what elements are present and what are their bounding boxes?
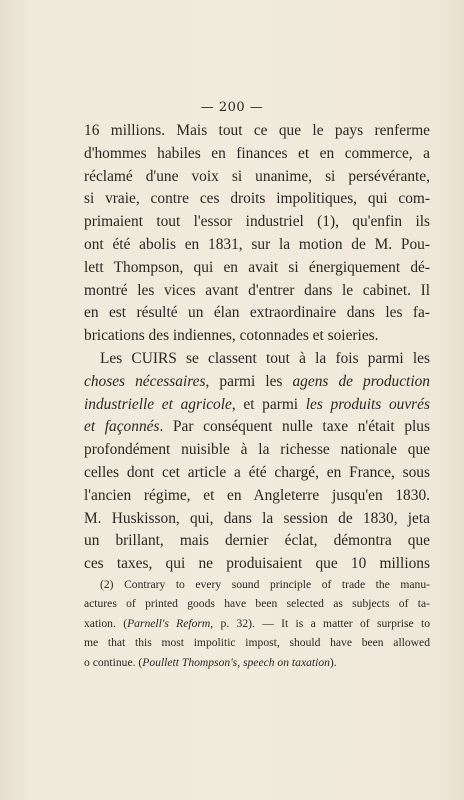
paragraph-start-line: Les CUIRS se classent tout à la fois parmi les: [100, 349, 430, 367]
text-line: ces taxes, qui ne produisaient que 10 millions: [84, 555, 430, 573]
footnote-line: xation. (Parnell's Reform, p. 32). — It is a matter of surprise to: [84, 616, 431, 630]
footnote-line: o continue. (Poullett Thompson's, speech on taxation).: [84, 655, 337, 669]
text-line: 16 millions. Mais tout ce que le pays renferme: [84, 122, 430, 139]
text-line: profondément nuisible à la richesse nationale que: [84, 441, 430, 459]
text-line: un brillant, mais dernier éclat, démontra que: [84, 532, 430, 550]
footnote-line: me that this most impolitic impost, should have been allowed: [84, 636, 430, 650]
text-line: en est résulté un élan extraordinaire dans les fa-: [84, 304, 430, 322]
body-text: [84, 120, 430, 576]
page-number: — 200 —: [200, 100, 264, 115]
text-line: si vraie, contre ces droits impolitiques, qui com-: [84, 190, 430, 208]
footnote-line: (2) Contrary to every sound principle of trade the manu-: [100, 578, 430, 591]
text-line: industrielle et agricole, et parmi les produits ouvrés: [84, 395, 430, 413]
footnote-line: actures of printed goods have been selected as subjects of ta-: [84, 597, 430, 611]
text-line: et façonnés. Par conséquent nulle taxe n'était plus: [84, 418, 430, 436]
text-line: d'hommes habiles en finances et en commerce, a: [84, 144, 430, 162]
text-line: ont été abolis en 1831, sur la motion de M. Pou-: [84, 235, 430, 253]
text-line: réclamé d'une voix si unanime, si persévérante,: [84, 167, 430, 185]
text-line: choses nécessaires, parmi les agens de production: [84, 372, 430, 390]
footnote: [84, 575, 430, 672]
text-line: M. Huskisson, qui, dans la session de 1830, jeta: [84, 509, 430, 527]
text-line: lett Thompson, qui en avait si énergiquement dé-: [84, 258, 430, 276]
text-line: celles dont cet article a été chargé, en France, sous: [84, 463, 430, 481]
text-line: primaient tout l'essor industriel (1), qu'enfin ils: [84, 213, 430, 231]
text-line: brications des indiennes, cotonnades et soieries.: [84, 327, 379, 345]
text-line: l'ancien régime, et en Angleterre jusqu'en 1830.: [84, 486, 430, 504]
text-line: montré les vices avant d'entrer dans le cabinet. Il: [84, 281, 430, 299]
